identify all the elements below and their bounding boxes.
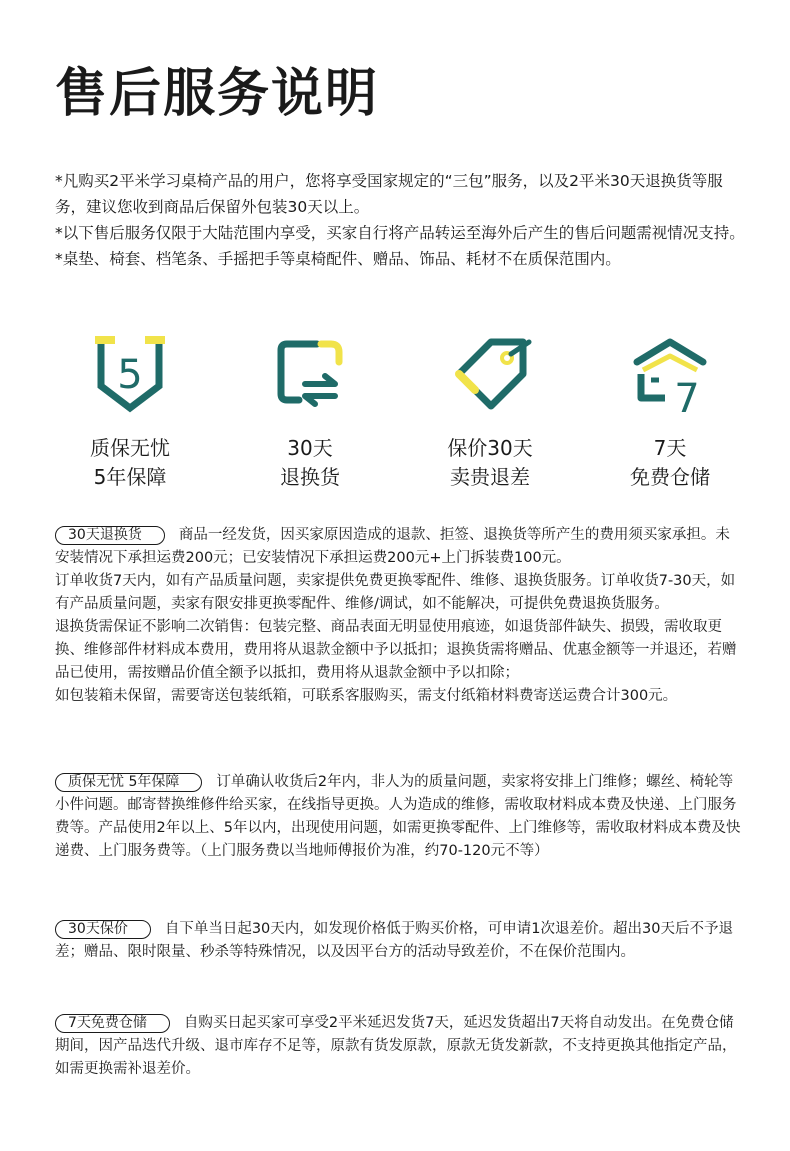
intro-note: *桌垫、椅套、档笔条、手摇把手等桌椅配件、赠品、饰品、耗材不在质保范围内。 bbox=[55, 250, 621, 268]
section-paragraph: 商品一经发货，因买家原因造成的退款、拒签、退换货等所产生的费用须买家承担。未安装情况下承担运费200元；已安装情况下承担运费200元+上门拆装费100元。 bbox=[55, 527, 730, 566]
section-free-storage bbox=[55, 1012, 743, 1081]
feature-label-line1: 质保无忧 bbox=[90, 436, 170, 460]
shield-5-icon bbox=[85, 330, 175, 420]
section-tag: 30天退换货 bbox=[55, 526, 165, 545]
feature-return bbox=[220, 330, 400, 492]
section-paragraph: 退换货需保证不影响二次销售：包装完整、商品表面无明显使用痕迹，如退货部件缺失、损毁，需收取更换、维修部件材料成本费用，费用将从退款金额中予以抵扣；退换货需将赠品、优惠金额等一并退还，若赠品已使用，需按赠品价值全额予以抵扣，费用将从退款金额中予以扣除； bbox=[55, 619, 737, 681]
section-paragraph: 自下单当日起30天内，如发现价格低于购买价格，可申请1次退差价。超出30天后不予退差；赠品、限时限量、秒杀等特殊情况，以及因平台方的活动导致差价，不在保价范围内。 bbox=[55, 921, 733, 960]
feature-label-line2: 退换货 bbox=[280, 465, 340, 489]
feature-label-line2: 免费仓储 bbox=[630, 465, 710, 489]
feature-label-line1: 30天 bbox=[287, 436, 333, 460]
section-paragraph: 订单收货7天内，如有产品质量问题，卖家提供免费更换零配件、维修、退换货服务。订单收货7-30天，如有产品质量问题，卖家有限安排更换零配件、维修/调试，如不能解决，可提供免费退换货服务。 bbox=[55, 573, 736, 612]
section-price-protection bbox=[55, 918, 743, 964]
storage-digit: 7 bbox=[674, 376, 700, 420]
warehouse-7-icon bbox=[625, 330, 715, 420]
feature-storage bbox=[580, 330, 760, 492]
section-warranty bbox=[55, 771, 743, 863]
section-tag: 30天保价 bbox=[55, 920, 151, 939]
feature-warranty bbox=[40, 330, 220, 492]
section-paragraph: 如包装箱未保留，需要寄送包装纸箱，可联系客服购买，需支付纸箱材料费寄送运费合计300元。 bbox=[55, 688, 678, 704]
section-paragraph: 订单确认收货后2年内，非人为的质量问题，卖家将安排上门维修；螺丝、椅轮等小件问题。邮寄替换维修件给买家，在线指导更换。人为造成的维修，需收取材料成本费及快递、上门服务费等。产品使用2年以上、5年以内，出现使用问题，如需更换零配件、上门维修等，需收取材料成本费及快递费、上门服务费等。（上门服务费以当地师傅报价为准，约70-120元不等） bbox=[55, 774, 741, 859]
exchange-icon bbox=[265, 330, 355, 420]
section-return-exchange bbox=[55, 524, 743, 708]
feature-label-line2: 5年保障 bbox=[93, 465, 167, 489]
section-tag: 质保无忧 5年保障 bbox=[55, 773, 202, 792]
shield-digit: 5 bbox=[117, 352, 143, 398]
intro-notes bbox=[55, 168, 745, 272]
feature-price-protection bbox=[400, 330, 580, 492]
section-paragraph: 自购买日起买家可享受2平米延迟发货7天，延迟发货超出7天将自动发出。在免费仓储期间，因产品迭代升级、退市库存不足等，原款有货发原款，原款无货发新款，不支持更换其他指定产品，如需更换需补退差价。 bbox=[55, 1015, 737, 1077]
intro-note: *凡购买2平米学习桌椅产品的用户，您将享受国家规定的“三包”服务，以及2平米30天退换货等服务，建议您收到商品后保留外包装30天以上。 bbox=[55, 172, 723, 216]
page-title: 售后服务说明 bbox=[55, 64, 380, 124]
feature-icons-row bbox=[40, 330, 760, 492]
intro-note: *以下售后服务仅限于大陆范围内享受，买家自行将产品转运至海外后产生的售后问题需视情况支持。 bbox=[55, 224, 745, 242]
feature-label-line1: 7天 bbox=[653, 436, 687, 460]
feature-label-line2: 卖贵退差 bbox=[449, 465, 530, 489]
section-tag: 7天免费仓储 bbox=[55, 1014, 170, 1033]
price-tag-icon bbox=[445, 330, 535, 420]
feature-label-line1: 保价30天 bbox=[447, 436, 533, 460]
